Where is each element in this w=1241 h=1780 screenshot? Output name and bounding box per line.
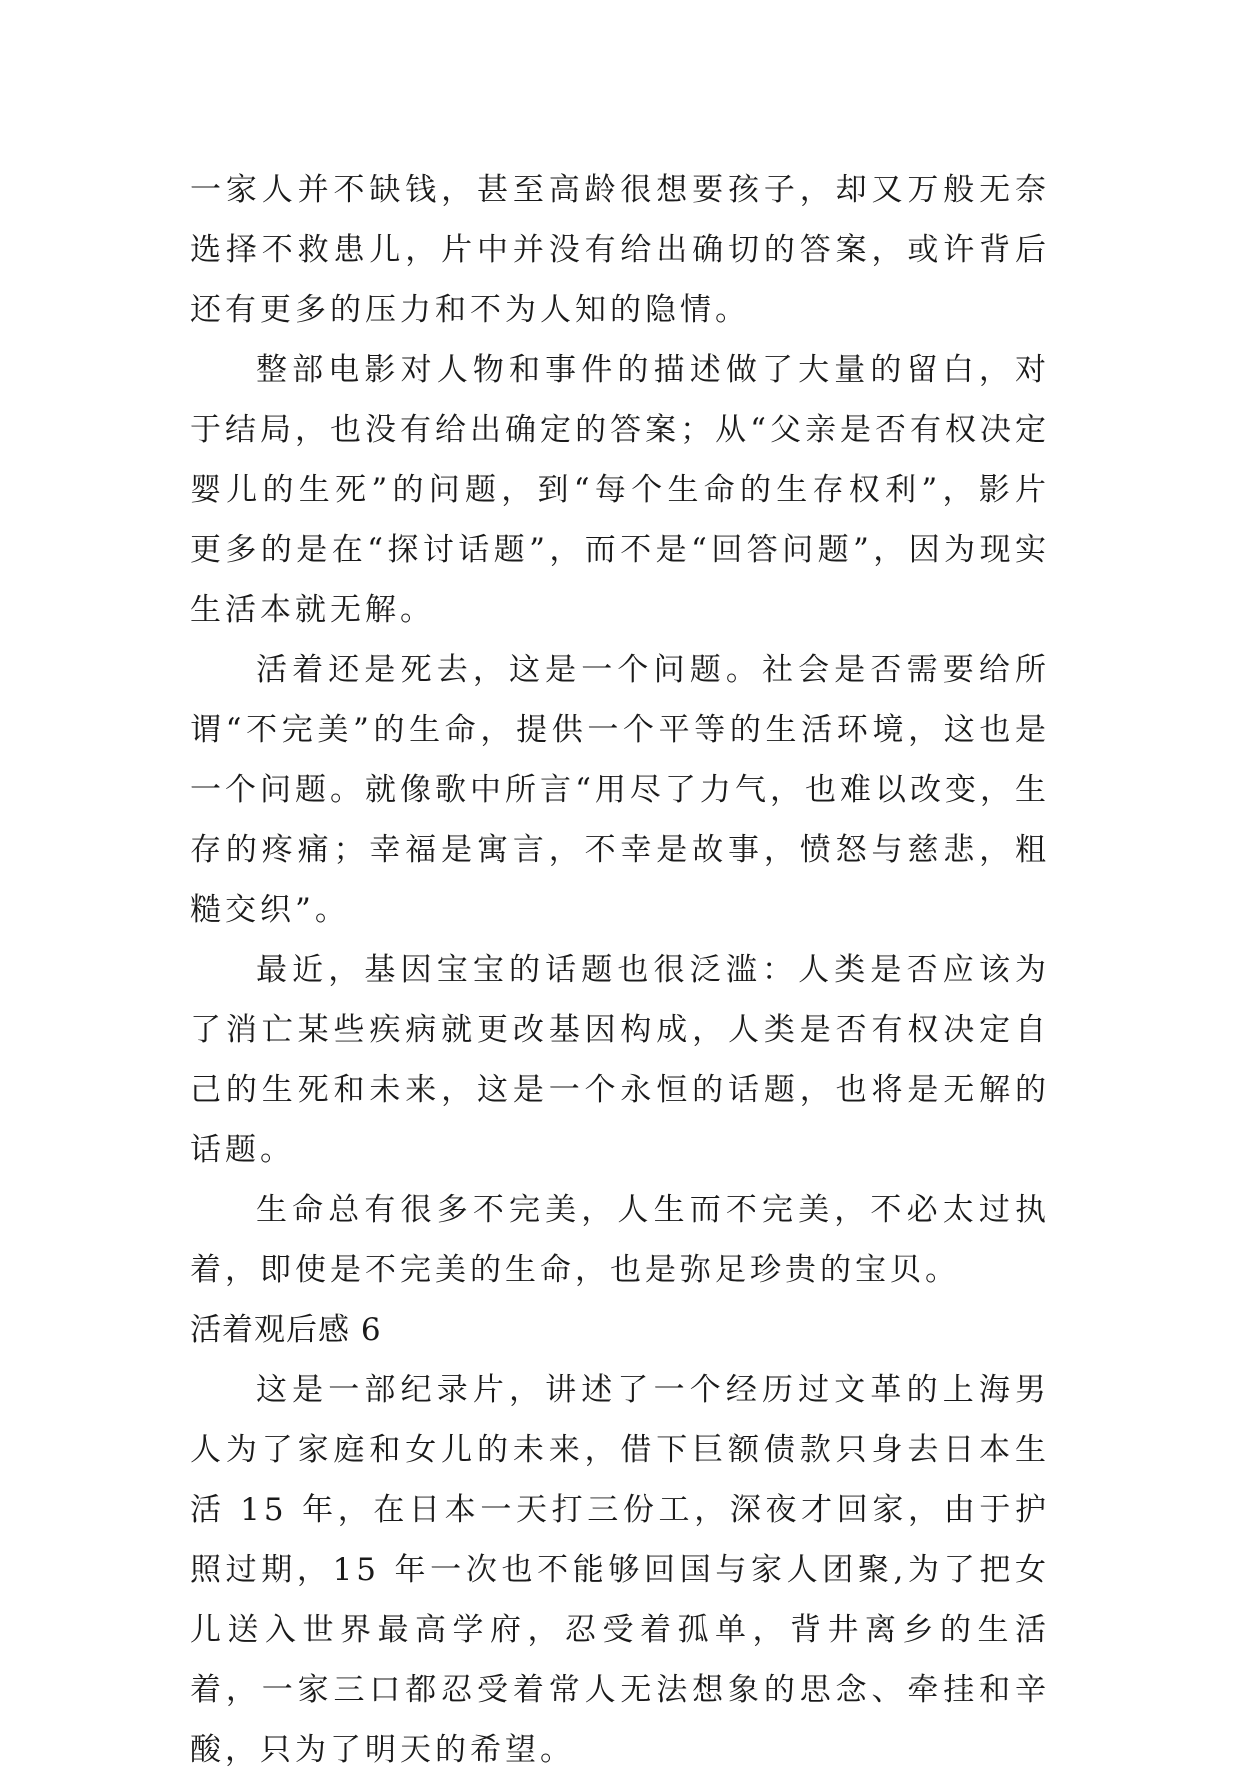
paragraph-3: 活着还是死去，这是一个问题。社会是否需要给所谓“不完美”的生命，提供一个平等的生活环境，这也是一个问题。就像歌中所言“用尽了力气，也难以改变，生存的疼痛；幸福是寓言，不幸是故事，愤怒与慈悲，粗糙交织”。 — [190, 652, 1050, 928]
section-heading: 活着观后感 6 — [190, 1312, 382, 1348]
paragraph-4: 最近，基因宝宝的话题也很泛滥：人类是否应该为了消亡某些疾病就更改基因构成，人类是否有权决定自己的生死和未来，这是一个永恒的话题，也将是无解的话题。 — [190, 952, 1050, 1168]
paragraph-2: 整部电影对人物和事件的描述做了大量的留白，对于结局，也没有给出确定的答案；从“父亲是否有权决定婴儿的生死”的问题，到“每个生命的生存权利”，影片更多的是在“探讨话题”，而不是“回答问题”，因为现实生活本就无解。 — [190, 352, 1050, 628]
paragraph-1: 一家人并不缺钱，甚至高龄很想要孩子，却又万般无奈选择不救患儿，片中并没有给出确切的答案，或许背后还有更多的压力和不为人知的隐情。 — [190, 172, 1050, 328]
text-column — [190, 160, 1050, 1780]
paragraph-6: 这是一部纪录片，讲述了一个经历过文革的上海男人为了家庭和女儿的未来，借下巨额债款只身去日本生活 15 年，在日本一天打三份工，深夜才回家，由于护照过期，15 年一次也不能够回国与家人团聚,为了把女儿送入世界最高学府，忍受着孤单，背井离乡的生活着，一家三口都忍受着常人无法想象的思念、牵挂和辛酸，只为了明天的希望。 — [190, 1372, 1050, 1768]
paragraph-5: 生命总有很多不完美，人生而不完美，不必太过执着，即使是不完美的生命，也是弥足珍贵的宝贝。 — [190, 1192, 1050, 1288]
